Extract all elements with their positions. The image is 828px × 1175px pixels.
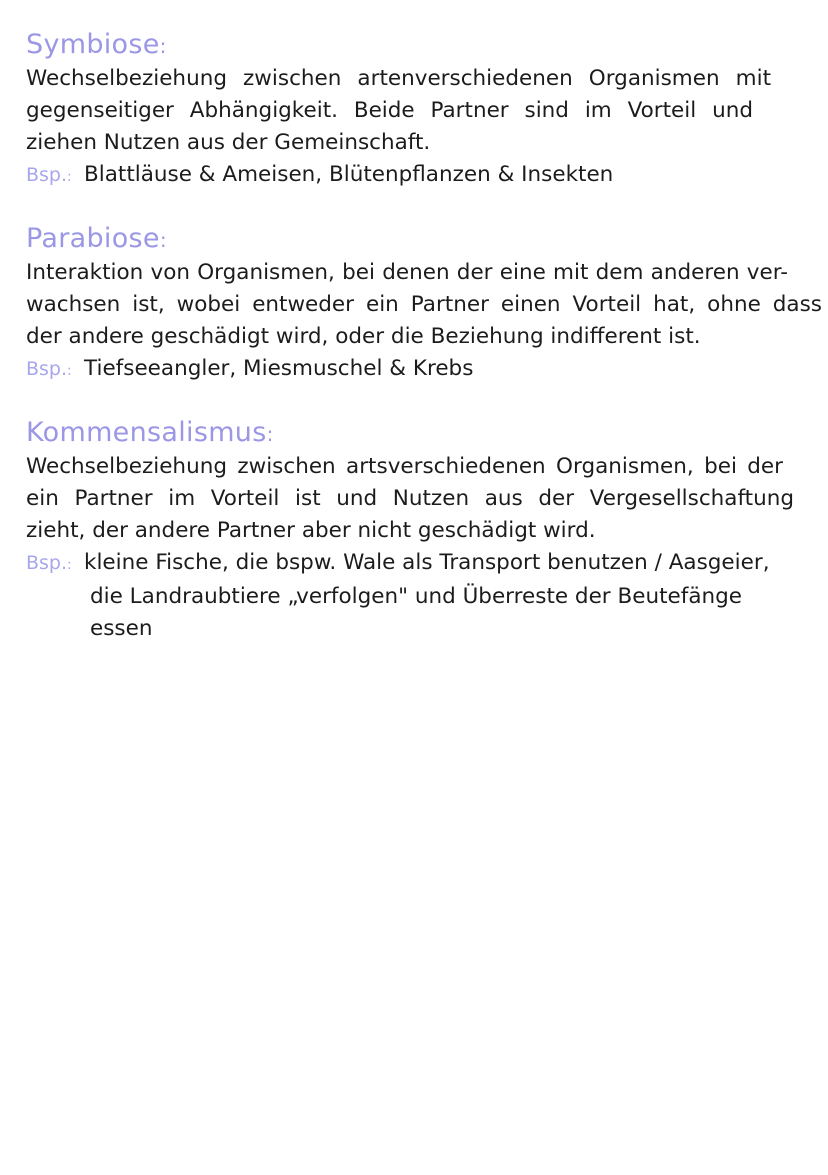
section-symbiose <box>26 28 822 193</box>
example-label-colon: : <box>67 169 72 185</box>
example-line <box>26 547 822 581</box>
example-label <box>26 159 84 193</box>
body-line: zieht, der andere Partner aber nicht geschädigt wird. <box>26 518 596 543</box>
example-text: kleine Fische, die bspw. Wale als Transport benutzen / Aasgeier, <box>84 550 770 575</box>
example-line-continued: essen <box>90 616 153 641</box>
example-label <box>26 353 84 387</box>
example-label <box>26 547 84 581</box>
example-label-colon: : <box>67 363 72 379</box>
heading-colon: : <box>159 34 167 58</box>
heading-colon: : <box>159 228 167 252</box>
body-line: wachsen ist, wobei entweder ein Partner einen Vorteil hat, ohne dass <box>26 292 822 317</box>
body-line: Wechselbeziehung zwischen artenverschiedenen Organismen mit <box>26 66 771 91</box>
body-line: gegenseitiger Abhängigkeit. Beide Partner sind im Vorteil und <box>26 98 753 123</box>
body-line: ein Partner im Vorteil ist und Nutzen aus der Vergesellschaftung <box>26 486 794 511</box>
heading-text: Symbiose <box>26 29 160 60</box>
example-line <box>26 353 822 387</box>
example-label-text: Bsp. <box>26 358 68 380</box>
body-line: Interaktion von Organismen, bei denen der eine mit dem anderen ver- <box>26 260 788 285</box>
example-label-colon: : <box>67 557 72 573</box>
section-heading <box>26 222 822 257</box>
heading-text: Kommensalismus <box>26 417 267 448</box>
example-label-text: Bsp. <box>26 164 68 186</box>
example-text: Blattläuse & Ameisen, Blütenpflanzen & Insekten <box>84 162 614 187</box>
heading-colon: : <box>266 422 274 446</box>
section-kommensalismus <box>26 416 822 645</box>
section-heading <box>26 28 822 63</box>
example-line <box>26 159 822 193</box>
body-line: Wechselbeziehung zwischen artsverschiedenen Organismen, bei der <box>26 454 783 479</box>
example-line-continued: die Landraubtiere „verfolgen" und Überreste der Beutefänge <box>90 584 742 609</box>
section-parabiose <box>26 222 822 387</box>
example-text: Tiefseeangler, Miesmuschel & Krebs <box>84 356 474 381</box>
section-heading <box>26 416 822 451</box>
body-line: ziehen Nutzen aus der Gemeinschaft. <box>26 130 431 155</box>
example-label-text: Bsp. <box>26 552 68 574</box>
body-line: der andere geschädigt wird, oder die Beziehung indifferent ist. <box>26 324 701 349</box>
heading-text: Parabiose <box>26 223 160 254</box>
